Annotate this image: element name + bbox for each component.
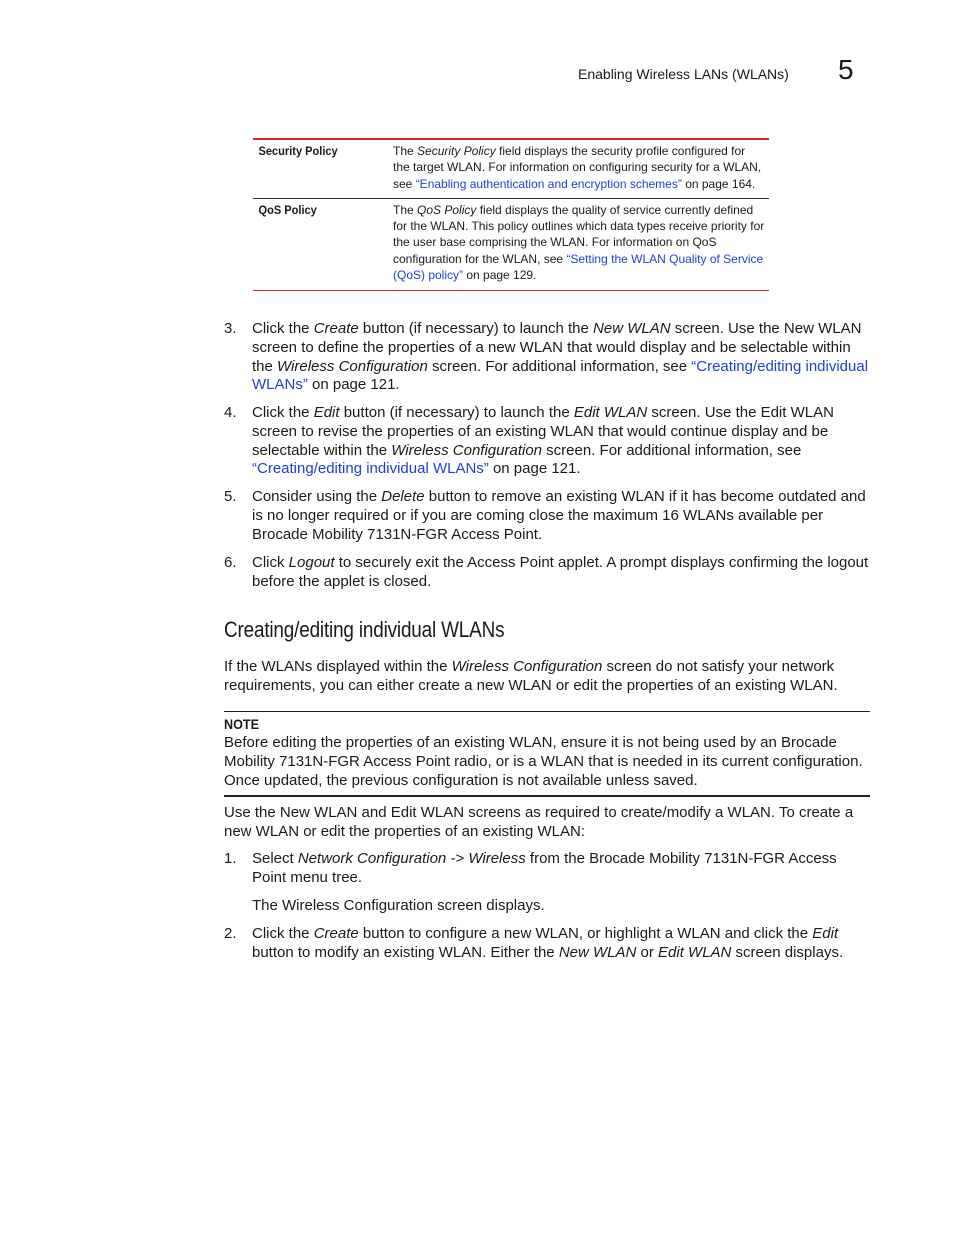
table-row: [253, 140, 769, 198]
cross-reference-link[interactable]: “Creating/editing individual WLANs”: [252, 357, 869, 394]
running-header: Enabling Wireless LANs (WLANs): [578, 66, 789, 82]
table-row: [253, 198, 769, 291]
step-number: 6.: [224, 554, 237, 571]
text-italic: Create: [313, 925, 359, 942]
note-box: [224, 711, 870, 797]
text: Click: [252, 554, 289, 571]
text-italic: Create: [313, 320, 359, 337]
text-italic: Edit: [812, 925, 839, 942]
step-item: [224, 925, 870, 963]
text-italic: Edit: [313, 404, 340, 421]
step-item: [224, 850, 870, 888]
text: on page 129.: [463, 268, 537, 283]
text: screen. Use the New WLAN screen to define the properties of a new WLAN that would display and be selectable within the: [252, 320, 862, 375]
body-paragraph: Use the New WLAN and Edit WLAN screens as required to create/modify a WLAN. To create a new WLAN or edit the properties of an existing WLAN:: [224, 804, 854, 840]
step-item: [224, 488, 870, 544]
step-item: [224, 320, 870, 395]
text: on page 121.: [307, 376, 400, 394]
step-item: [224, 554, 870, 592]
table-term: Security Policy: [258, 144, 338, 158]
step-item: [224, 404, 870, 479]
intro-paragraph: [224, 658, 870, 696]
cross-reference-link[interactable]: “Enabling authentication and encryption schemes”: [415, 176, 682, 191]
step-number: 1.: [224, 850, 237, 867]
text: Select: [252, 850, 298, 867]
text-italic: Delete: [381, 488, 425, 505]
note-label: NOTE: [224, 716, 260, 732]
text: to securely exit the Access Point applet. A prompt displays confirming the logout before the applet is closed.: [252, 554, 869, 590]
text: Consider using the: [252, 488, 382, 505]
text-italic: Edit WLAN: [658, 943, 732, 961]
chapter-number: 5: [838, 54, 854, 85]
text: button (if necessary) to launch the: [339, 404, 574, 421]
text-italic: Logout: [288, 554, 335, 571]
step-number: 4.: [224, 404, 237, 421]
note-text: Before editing the properties of an existing WLAN, ensure it is not being used by an Brocade Mobility 7131N-FGR Access Point radio, or is a WLAN that is needed in its current configuration. Once updated, the previous configuration is not available unless saved.: [224, 734, 863, 789]
text: screen displays.: [731, 943, 844, 961]
text: Click the: [252, 320, 314, 337]
text-italic: Security Policy: [417, 144, 496, 158]
text-italic: Wireless Configuration: [451, 658, 603, 675]
text-italic: Wireless Configuration: [391, 441, 543, 459]
text: If the WLANs displayed within the: [224, 658, 452, 675]
text: or: [636, 943, 659, 961]
section-heading: Creating/editing individual WLANs: [224, 617, 505, 642]
text: The: [393, 144, 418, 158]
step-number: 2.: [224, 925, 237, 942]
text: screen. For additional information, see: [542, 441, 802, 459]
step-result: The Wireless Configuration screen displays.: [252, 897, 545, 914]
cross-reference-link[interactable]: “Creating/editing individual WLANs”: [252, 460, 489, 478]
text: Click the: [252, 404, 314, 421]
text: button to remove an existing WLAN if it has become outdated and is no longer required or if you are coming close the maximum 16 WLANs available per Brocade Mobility 7131N-FGR Access Point.: [252, 488, 866, 543]
step-number: 5.: [224, 488, 237, 505]
text: screen. For additional information, see: [427, 357, 692, 375]
text: field displays the quality of service currently defined for the WLAN. This policy outlines which data types receive priority for the user base comprising the WLAN. For information on QoS configuration for the WLAN, see: [393, 202, 765, 266]
step-number: 3.: [224, 320, 237, 337]
text-italic: New WLAN: [558, 943, 637, 961]
table-description: [393, 143, 765, 192]
text: from the Brocade Mobility 7131N-FGR Access Point menu tree.: [252, 850, 837, 886]
text: field displays the security profile configured for the target WLAN. For information on configuring security for a WLAN, see: [393, 144, 762, 191]
table-term: QoS Policy: [258, 202, 317, 217]
text-italic: Network Configuration -> Wireless: [297, 850, 526, 867]
text: screen. Use the Edit WLAN screen to revise the properties of an existing WLAN that would continue display and be selectable within the: [252, 404, 834, 459]
cross-reference-link[interactable]: “Setting the WLAN Quality of Service (QoS) policy”: [393, 251, 764, 283]
text: The: [393, 202, 418, 217]
text-italic: New WLAN: [593, 320, 671, 337]
text: on page 164.: [681, 176, 756, 191]
text-italic: Wireless Configuration: [277, 357, 428, 375]
text-italic: Edit WLAN: [573, 404, 648, 421]
text: button to modify an existing WLAN. Either the: [252, 943, 559, 961]
text-italic: QoS Policy: [417, 202, 477, 217]
text: button (if necessary) to launch the: [358, 320, 594, 337]
text: button to configure a new WLAN, or highlight a WLAN and click the: [358, 925, 813, 942]
definition-table: [253, 138, 769, 291]
text: Click the: [252, 925, 314, 942]
text: on page 121.: [488, 460, 581, 478]
table-description: [393, 202, 765, 283]
text: screen do not satisfy your network requirements, you can either create a new WLAN or edit the properties of an existing WLAN.: [224, 658, 838, 694]
